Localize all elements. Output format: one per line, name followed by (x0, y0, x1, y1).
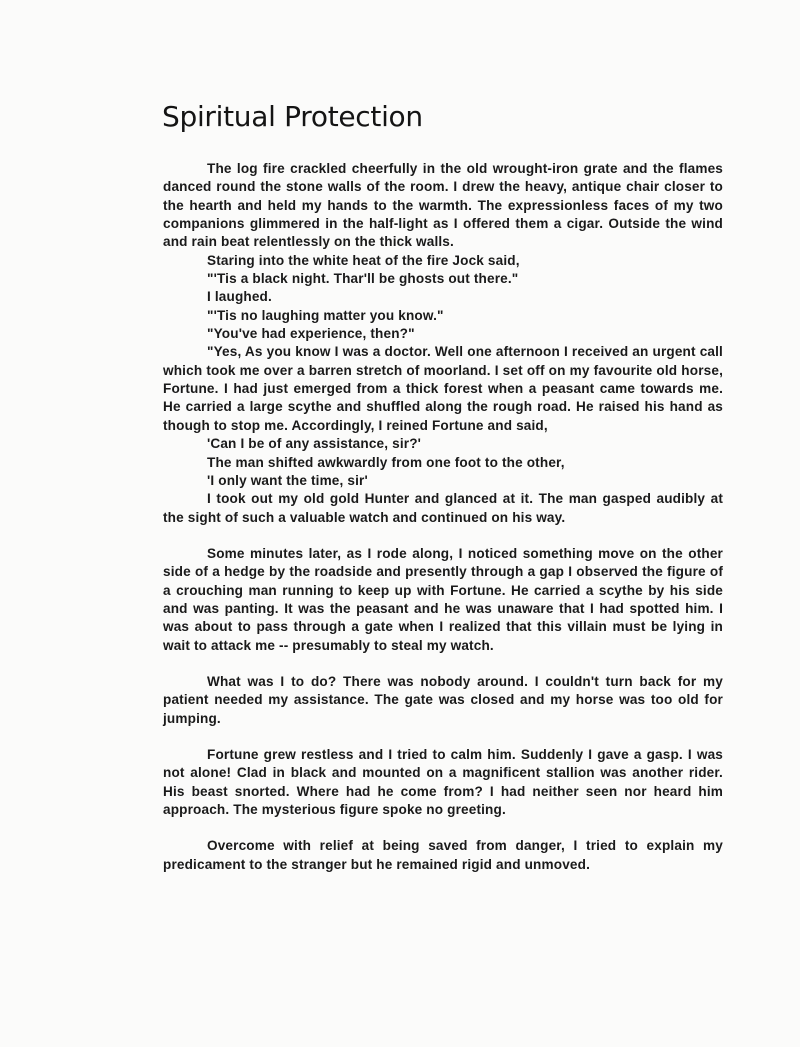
paragraph-2: Some minutes later, as I rode along, I noticed something move on the other side of a hedge by the roadside and presently through a gap I observed the figure of a crouching man running to keep up with Fortune. He carried a scythe by his side and was panting. It was the peasant and he was unaware that I had spotted him. I was about to pass through a gate when I realized that this villain must be lying in wait to attack me -- presumably to steal my watch. (163, 545, 723, 653)
dialogue-line-6: "Yes, As you know I was a doctor. Well one afternoon I received an urgent call which took me over a barren stretch of moorland. I set off on my favourite old horse, Fortune. I had just emerged from a thick forest when a peasant came towards me. He carried a large scythe and shuffled along the rough road. He raised his hand as though to stop me. Accordingly, I reined Fortune and said, (163, 344, 723, 433)
dialogue-line-5: "You've had experience, then?" (207, 326, 415, 342)
paragraph-3: What was I to do? There was nobody around. I couldn't turn back for my patient needed my assistance. The gate was closed and my horse was too old for jumping. (163, 673, 723, 726)
dialogue-line-2: "'Tis a black night. Thar'll be ghosts out there." (207, 271, 519, 287)
paragraph-4: Fortune grew restless and I tried to calm him. Suddenly I gave a gasp. I was not alone! Clad in black and mounted on a magnificent stallion was another rider. His beast snorted. Where had he come from? I had neither seen nor heard him approach. The mysterious figure spoke no greeting. (163, 746, 723, 817)
dialogue-line-9: 'I only want the time, sir' (207, 472, 368, 488)
paragraph-1: The log fire crackled cheerfully in the old wrought-iron grate and the flames danced round the stone walls of the room. I drew the heavy, antique chair closer to the hearth and held my hands to the warmth. The expressionless faces of my two companions glimmered in the half-light as I offered them a cigar. Outside the wind and rain beat relentlessly on the thick walls. (163, 161, 723, 250)
dialogue-line-3: I laughed. (207, 289, 272, 305)
paragraph-5: Overcome with relief at being saved from danger, I tried to explain my predicament to the stranger but he remained rigid and unmoved. (163, 838, 723, 872)
dialogue-line-8: The man shifted awkwardly from one foot to the other, (207, 454, 565, 470)
dialogue-line-4: "'Tis no laughing matter you know." (207, 307, 444, 323)
page-title: Spiritual Protection (162, 100, 423, 133)
dialogue-line-7: 'Can I be of any assistance, sir?' (207, 436, 422, 452)
document-body (163, 160, 723, 874)
dialogue-line-1: Staring into the white heat of the fire Jock said, (207, 252, 520, 268)
dialogue-line-10: I took out my old gold Hunter and glanced at it. The man gasped audibly at the sight of such a valuable watch and continued on his way. (163, 491, 723, 525)
